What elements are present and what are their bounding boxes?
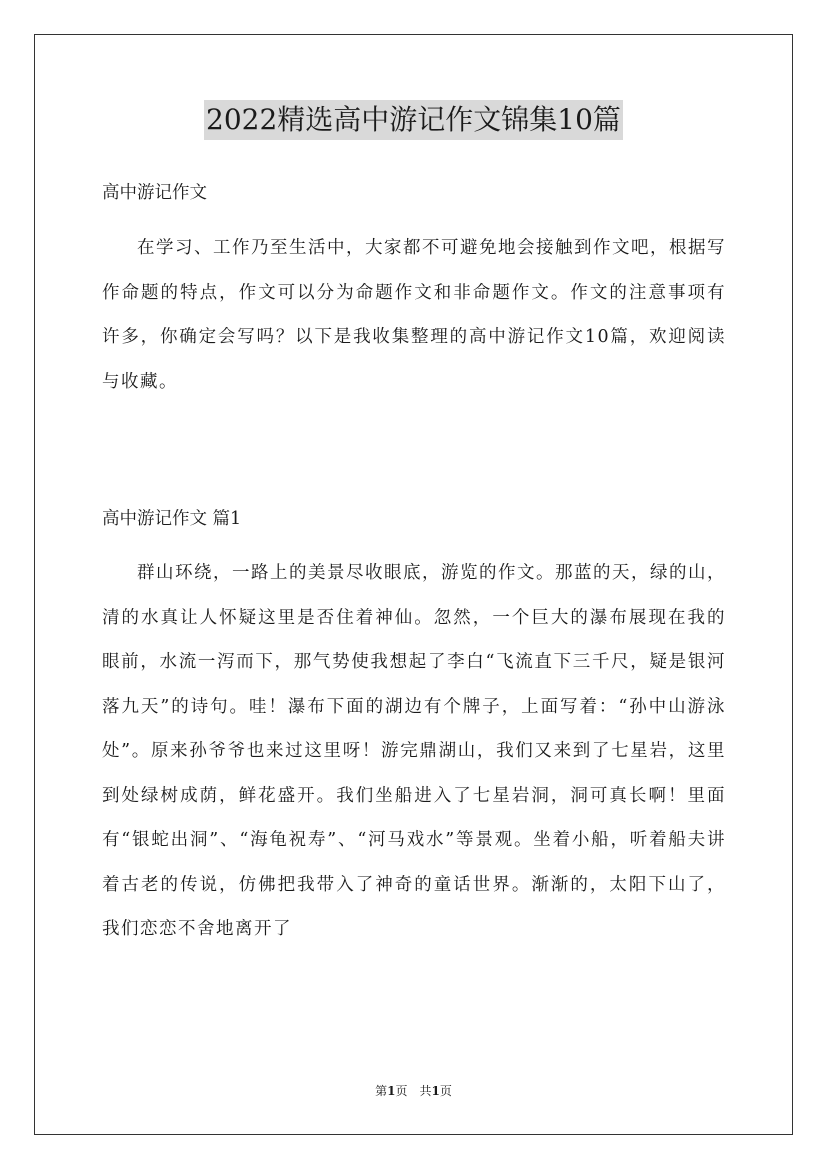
footer-total-pages: 1 [431, 1084, 440, 1098]
intro-paragraph: 在学习、工作乃至生活中，大家都不可避免地会接触到作文吧，根据写作命题的特点，作文可以分为命题作文和非命题作文。作文的注意事项有许多，你确定会写吗？以下是我收集整理的高中游记作文10篇，欢迎阅读与收藏。 [102, 238, 726, 392]
footer-page-number: 1 [387, 1084, 396, 1098]
section1-heading: 高中游记作文 篇1 [102, 509, 242, 529]
title-container [0, 100, 827, 140]
section1-paragraph: 群山环绕，一路上的美景尽收眼底，游览的作文。那蓝的天，绿的山，清的水真让人怀疑这里是否住着神仙。忽然，一个巨大的瀑布展现在我的眼前，水流一泻而下，那气势使我想起了李白“飞流直下三千尺，疑是银河落九天”的诗句。哇！瀑布下面的湖边有个牌子，上面写着：“孙中山游泳处”。原来孙爷爷也来过这里呀！游完鼎湖山，我们又来到了七星岩，这里到处绿树成荫，鲜花盛开。我们坐船进入了七星岩洞，洞可真长啊！里面有“银蛇出洞”、“海龟祝寿”、“河马戏水”等景观。坐着小船，听着船夫讲着古老的传说，仿佛把我带入了神奇的童话世界。渐渐的，太阳下山了，我们恋恋不舍地离开了 [102, 563, 726, 939]
page-footer [0, 1082, 827, 1099]
intro-heading: 高中游记作文 [102, 183, 207, 203]
footer-suffix: 页 [439, 1084, 452, 1098]
footer-prefix: 第 [375, 1084, 388, 1098]
document-title: 2022精选高中游记作文锦集10篇 [204, 100, 623, 140]
footer-mid: 页 共 [395, 1084, 432, 1098]
